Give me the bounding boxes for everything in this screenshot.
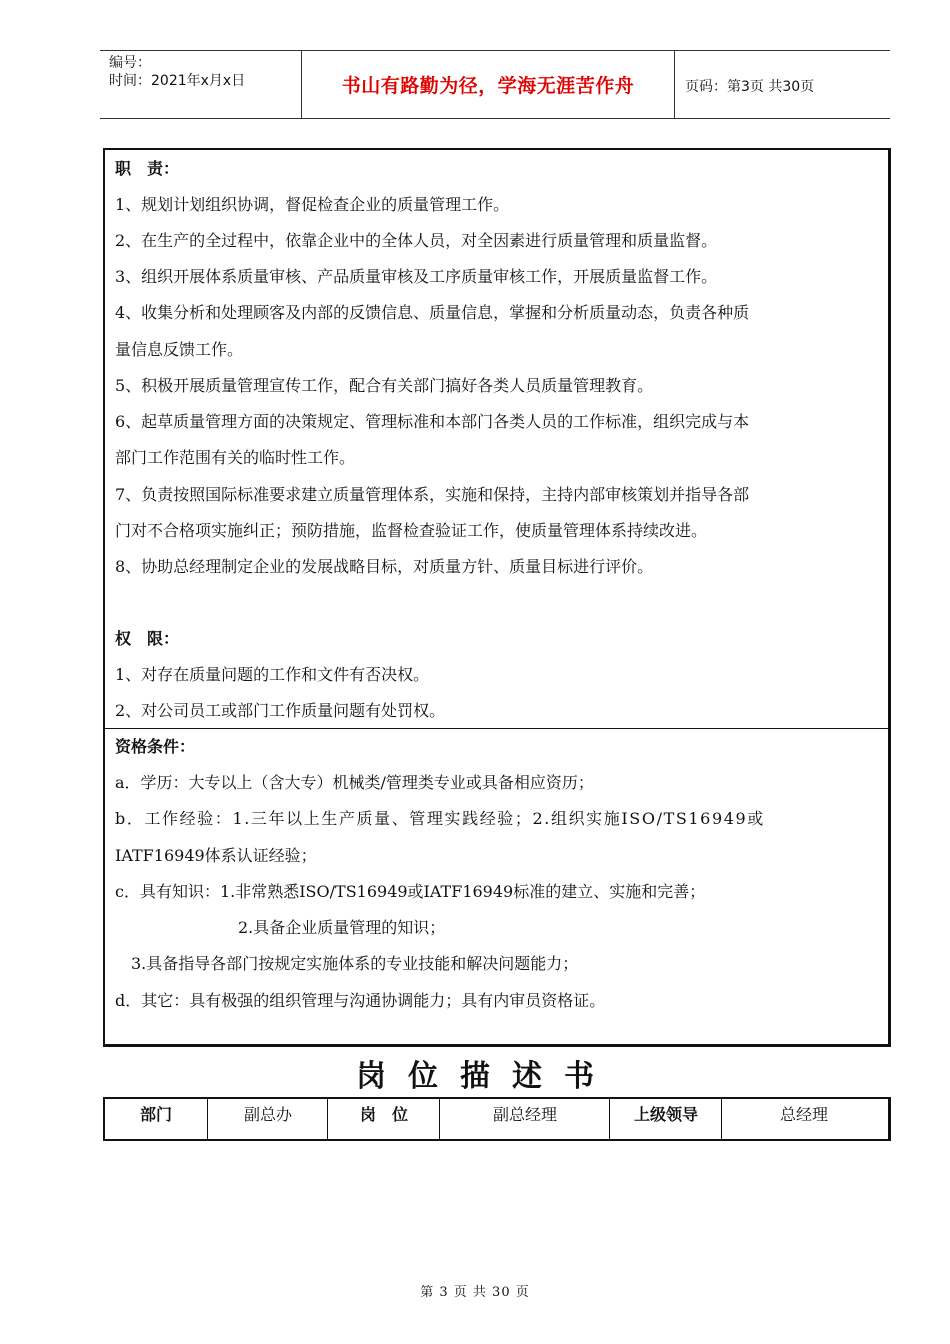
- superior-value: 总经理: [721, 1099, 886, 1139]
- qualification-item: d．其它：具有极强的组织管理与沟通协调能力；具有内审员资格证。: [115, 991, 606, 1010]
- position-value: 副总经理: [439, 1099, 610, 1139]
- document-date: 时间：2021年x月x日: [109, 73, 246, 89]
- superior-label: 上级领导: [609, 1099, 722, 1139]
- qualification-item: c．具有知识：1.非常熟悉ISO/TS16949或IATF16949标准的建立、实施和完善；: [115, 882, 706, 901]
- header-motto: 书山有路勤为径，学海无涯苦作舟: [341, 75, 635, 97]
- authority-heading: 权 限：: [115, 629, 180, 648]
- position-label: 岗 位: [327, 1099, 440, 1139]
- duty-item: 1、规划计划组织协调，督促检查企业的质量管理工作。: [115, 195, 510, 214]
- authority-item: 2、对公司员工或部门工作质量问题有处罚权。: [115, 701, 446, 720]
- duty-item: 3、组织开展体系质量审核、产品质量审核及工序质量审核工作，开展质量监督工作。: [115, 267, 718, 286]
- duties-heading: 职 责：: [115, 159, 180, 178]
- page-header: [100, 50, 890, 119]
- duty-item: 2、在生产的全过程中，依靠企业中的全体人员，对全因素进行质量管理和质量监督。: [115, 231, 718, 250]
- duty-item: 量信息反馈工作。: [115, 340, 244, 359]
- document-title: 岗位描述书: [356, 1059, 616, 1094]
- dept-label: 部门: [139, 1105, 172, 1124]
- responsibilities-box: [103, 148, 891, 1047]
- qualification-item: b．工作经验：1.三年以上生产质量、管理实践经验；2.组织实施ISO/TS16949或: [115, 809, 765, 828]
- duty-item: 部门工作范围有关的临时性工作。: [115, 448, 356, 467]
- dept-value: 副总办: [207, 1099, 328, 1139]
- header-meta: [109, 54, 309, 90]
- duty-item: 5、积极开展质量管理宣传工作，配合有关部门搞好各类人员质量管理教育。: [115, 376, 654, 395]
- qualification-item: IATF16949体系认证经验；: [115, 846, 317, 865]
- duty-item: 门对不合格项实施纠正；预防措施，监督检查验证工作，使质量管理体系持续改进。: [115, 521, 708, 540]
- page-footer: 第 3 页 共 30 页: [420, 1285, 530, 1300]
- position-info-table: [103, 1097, 891, 1141]
- section-divider: [105, 728, 888, 729]
- header-divider: [674, 51, 675, 118]
- qualification-item: 2.具备企业质量管理的知识；: [238, 918, 446, 937]
- duty-item: 7、负责按照国际标准要求建立质量管理体系，实施和保持，主持内部审核策划并指导各部: [115, 485, 750, 504]
- header-page-info: 页码：第3页 共30页: [685, 79, 815, 95]
- duty-item: 8、协助总经理制定企业的发展战略目标，对质量方针、质量目标进行评价。: [115, 557, 654, 576]
- authority-item: 1、对存在质量问题的工作和文件有否决权。: [115, 665, 430, 684]
- qualification-item: a．学历：大专以上（含大专）机械类/管理类专业或具备相应资历；: [115, 773, 594, 792]
- qualification-item: 3.具备指导各部门按规定实施体系的专业技能和解决问题能力；: [131, 954, 579, 973]
- duty-item: 6、起草质量管理方面的决策规定、管理标准和本部门各类人员的工作标准，组织完成与本: [115, 412, 750, 431]
- document-number-label: 编号：: [109, 55, 151, 71]
- duty-item: 4、收集分析和处理顾客及内部的反馈信息、质量信息，掌握和分析质量动态，负责各种质: [115, 303, 750, 322]
- qualifications-heading: 资格条件：: [115, 737, 196, 756]
